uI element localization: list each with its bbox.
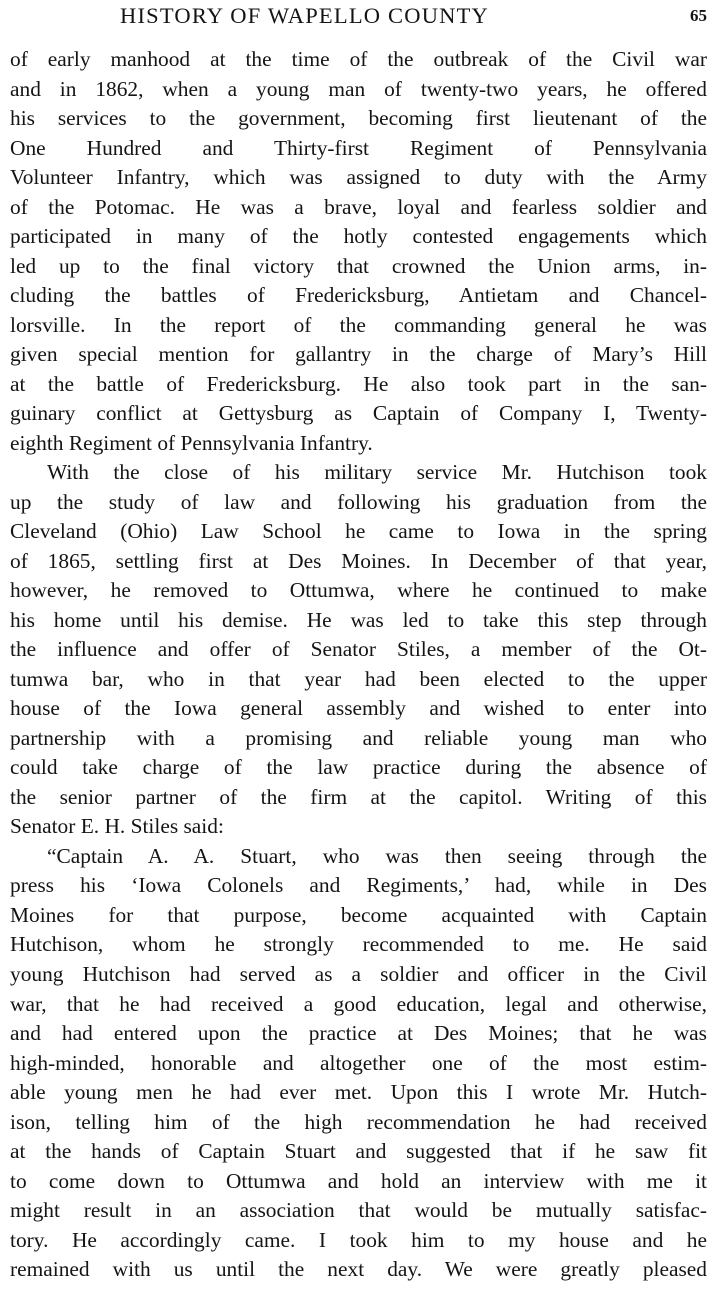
text-line: the senior partner of the firm at the capitol. Writing of this	[10, 784, 707, 809]
text-line: of 1865, settling first at Des Moines. In December of that year,	[10, 548, 707, 573]
text-line: of the Potomac. He was a brave, loyal and fearless soldier and	[10, 194, 707, 219]
text-line: Cleveland (Ohio) Law School he came to Iowa in the spring	[10, 519, 707, 544]
text-line: his home until his demise. He was led to take this step through	[10, 607, 707, 632]
text-line: could take charge of the law practice during the absence of	[10, 755, 707, 780]
text-line: led up to the final victory that crowned the Union arms, in-	[10, 253, 707, 278]
text-line: eighth Regiment of Pennsylvania Infantry.	[10, 430, 373, 455]
text-line: tumwa bar, who in that year had been elected to the upper	[10, 666, 707, 691]
text-line: given special mention for gallantry in the charge of Mary’s Hill	[10, 342, 707, 367]
text-line: high-minded, honorable and altogether one of the most estim-	[10, 1050, 707, 1075]
text-line: tory. He accordingly came. I took him to my house and he	[10, 1227, 707, 1252]
text-line: Hutchison, whom he strongly recommended to me. He said	[10, 932, 707, 957]
text-line: remained with us until the next day. We were greatly pleased	[10, 1257, 707, 1282]
text-line: partnership with a promising and reliable young man who	[10, 725, 707, 750]
text-line: and had entered upon the practice at Des Moines; that he was	[10, 1021, 707, 1046]
text-line: young Hutchison had served as a soldier and officer in the Civil	[10, 961, 707, 986]
text-line: and in 1862, when a young man of twenty-two years, he offered	[10, 76, 707, 101]
paragraph-2	[10, 458, 707, 842]
text-line: With the close of his military service Mr. Hutchison took	[47, 460, 707, 485]
paragraph-3	[10, 842, 707, 1285]
text-line: his services to the government, becoming first lieutenant of the	[10, 106, 707, 131]
text-line: Senator E. H. Stiles said:	[10, 814, 224, 839]
text-line: press his ‘Iowa Colonels and Regiments,’ had, while in Des	[10, 873, 707, 898]
page-header	[10, 2, 710, 32]
text-line: able young men he had ever met. Upon this I wrote Mr. Hutch-	[10, 1080, 707, 1105]
text-line: of early manhood at the time of the outbreak of the Civil war	[10, 47, 707, 71]
text-line: the influence and offer of Senator Stiles, a member of the Ot-	[10, 637, 707, 662]
body-text	[10, 45, 707, 1285]
page-number: 65	[690, 6, 707, 25]
text-line: “Captain A. A. Stuart, who was then seeing through the	[47, 843, 707, 868]
text-line: One Hundred and Thirty-first Regiment of Pennsylvania	[10, 135, 707, 160]
text-line: at the hands of Captain Stuart and suggested that if he saw fit	[10, 1139, 707, 1164]
text-line: cluding the battles of Fredericksburg, Antietam and Chancel-	[10, 283, 707, 308]
text-line: war, that he had received a good education, legal and otherwise,	[10, 991, 707, 1016]
paragraph-1	[10, 45, 707, 458]
text-line: at the battle of Fredericksburg. He also took part in the san-	[10, 371, 707, 396]
text-line: participated in many of the hotly contested engagements which	[10, 224, 707, 249]
text-line: however, he removed to Ottumwa, where he continued to make	[10, 578, 707, 603]
running-title: HISTORY OF WAPELLO COUNTY	[120, 3, 489, 28]
text-line: house of the Iowa general assembly and wished to enter into	[10, 696, 707, 721]
text-line: to come down to Ottumwa and hold an interview with me it	[10, 1168, 707, 1193]
text-line: might result in an association that would be mutually satisfac-	[10, 1198, 707, 1223]
text-line: guinary conflict at Gettysburg as Captain of Company I, Twenty-	[10, 401, 707, 426]
text-line: up the study of law and following his graduation from the	[10, 489, 707, 514]
text-line: Volunteer Infantry, which was assigned to duty with the Army	[10, 165, 707, 190]
text-line: ison, telling him of the high recommendation he had received	[10, 1109, 707, 1134]
text-line: Moines for that purpose, become acquainted with Captain	[10, 902, 707, 927]
text-line: lorsville. In the report of the commanding general he was	[10, 312, 707, 337]
